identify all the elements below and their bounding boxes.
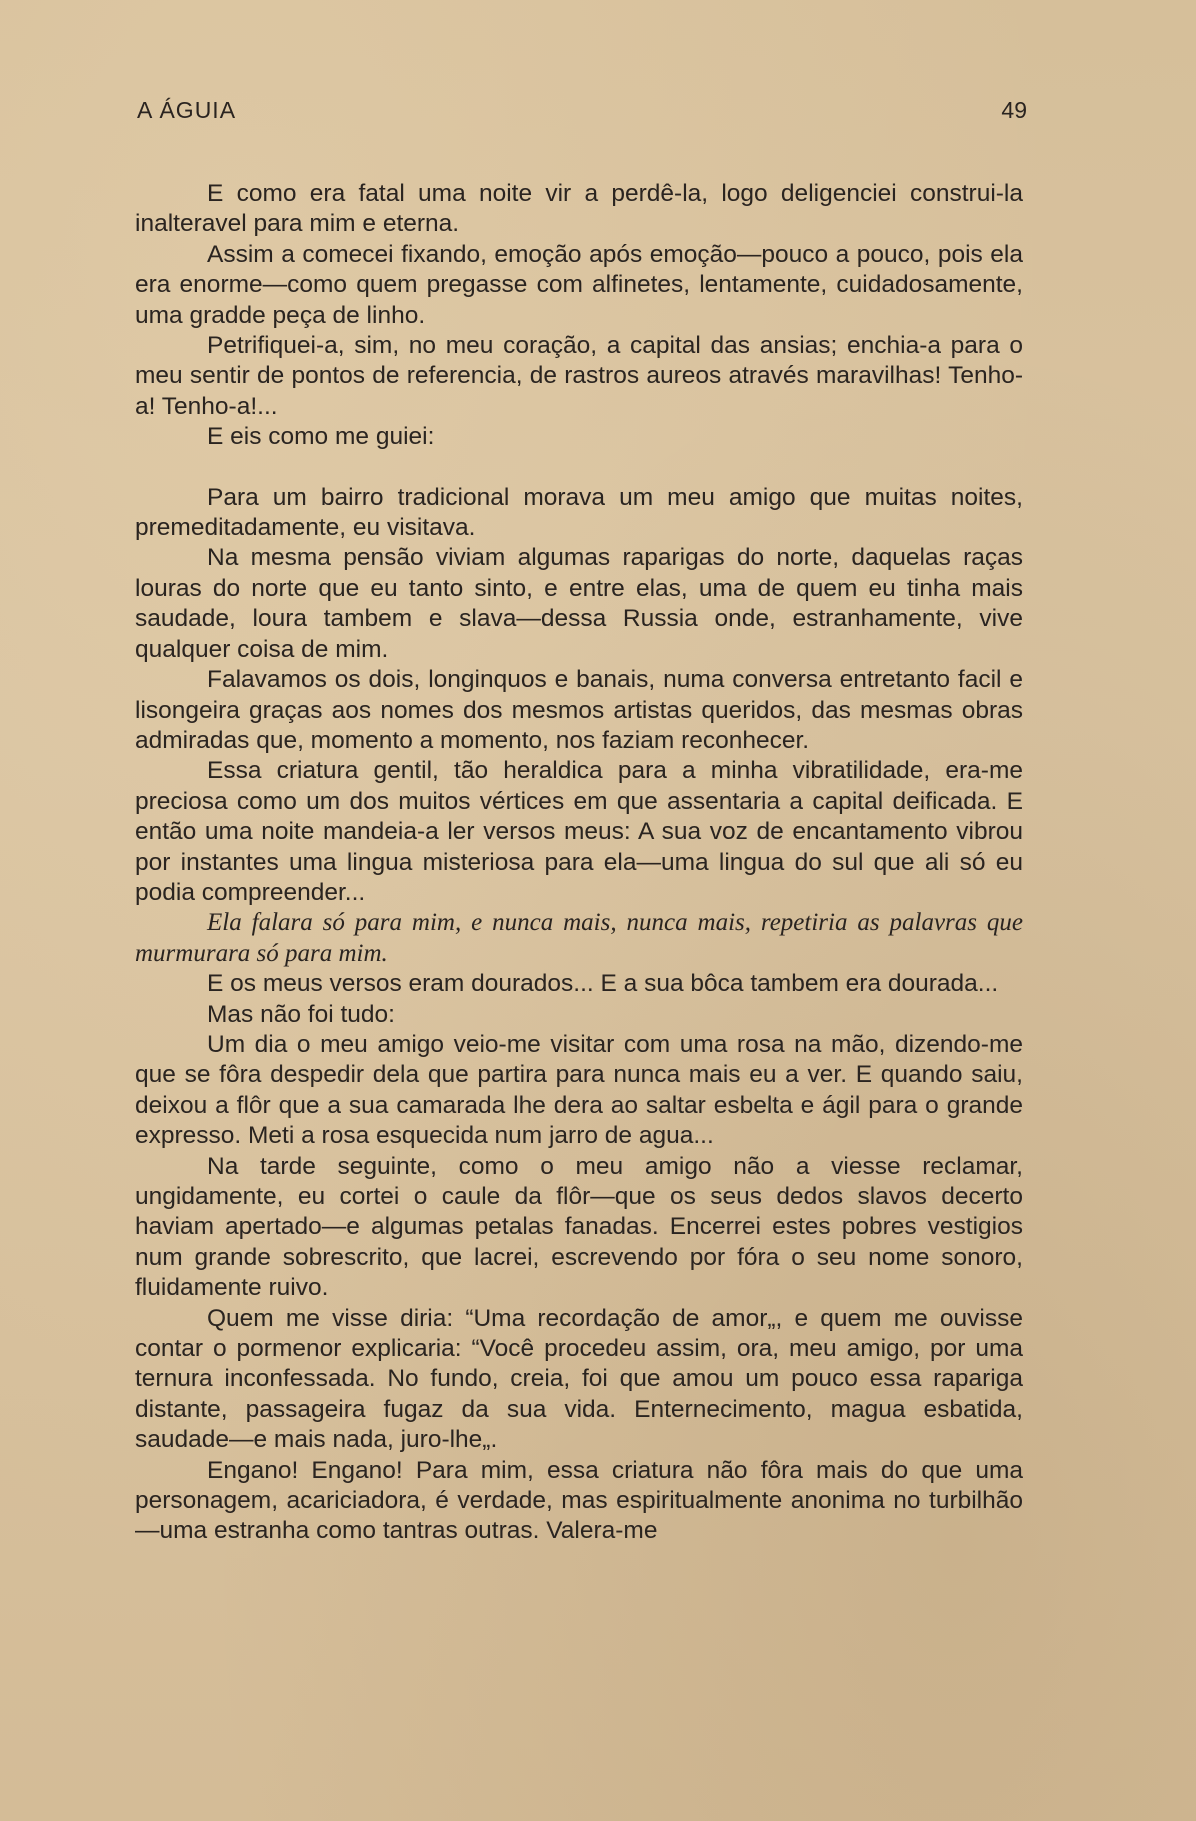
paragraph: Petrifiquei-a, sim, no meu coração, a capital das ansias; enchia-a para o meu sentir de pontos de referencia, de rastros aureos através maravilhas! Tenho-a! Tenho-a!...	[135, 332, 1023, 420]
paragraph: Essa criatura gentil, tão heraldica para a minha vibratilidade, era-me preciosa como um dos muitos vértices em que assentaria a capital deificada. E então uma noite mandeia-a ler versos meus: A sua voz de encantamento vibrou por instantes uma lingua misteriosa para ela—uma lingua do sul que ali só eu podia compreender...	[135, 757, 1023, 906]
paragraph: Na tarde seguinte, como o meu amigo não a viesse reclamar, ungidamente, eu cortei o caule da flôr—que os seus dedos slavos decerto haviam apertado—e algumas petalas fanadas. Encerrei estes pobres vestigios num grande sobrescrito, que lacrei, escrevendo por fóra o seu nome sonoro, fluidamente ruivo.	[135, 1152, 1023, 1302]
italic-paragraph: Ela falara só para mim, e nunca mais, nunca mais, repetiria as palavras que murmurara só para mim.	[135, 909, 1023, 967]
paragraph: E eis como me guiei:	[207, 423, 435, 451]
page-number: 49	[1001, 97, 1027, 123]
paragraph: Assim a comecei fixando, emoção após emoção—pouco a pouco, pois ela era enorme—como quem pregasse com alfinetes, lentamente, cuidadosamente, uma gradde peça de linho.	[135, 240, 1023, 329]
paragraph: E os meus versos eram dourados... E a sua bôca tambem era dourada...	[207, 970, 999, 998]
paragraph: Falavamos os dois, longinquos e banais, numa conversa entretanto facil e lisongeira graças aos nomes dos mesmos artistas queridos, das mesmas obras admiradas que, momento a momento, nos faziam reconhecer.	[135, 666, 1023, 754]
running-title: A ÁGUIA	[137, 97, 237, 123]
paragraph: Engano! Engano! Para mim, essa criatura não fôra mais do que uma personagem, acariciadora, é verdade, mas espiritualmente anonima no turbilhão—uma estranha como tantras outras. Valera-me	[135, 1456, 1023, 1545]
paragraph: E como era fatal uma noite vir a perdê-la, logo deligenciei construi-la inalteravel para mim e eterna.	[135, 180, 1023, 238]
page-header	[137, 97, 1027, 133]
paragraph: Para um bairro tradicional morava um meu amigo que muitas noites, premeditadamente, eu visitava.	[135, 483, 1023, 542]
paragraph: Na mesma pensão viviam algumas raparigas do norte, daquelas raças louras do norte que eu tanto sinto, e entre elas, uma de quem eu tinha mais saudade, loura tambem e slava—dessa Russia onde, estranhamente, vive qualquer coisa de mim.	[135, 544, 1023, 663]
paragraph: Um dia o meu amigo veio-me visitar com uma rosa na mão, dizendo-me que se fôra despedir dela que partira para nunca mais eu a ver. E quando saiu, deixou a flôr que a sua camarada lhe dera ao saltar esbelta e ágil para o grande expresso. Meti a rosa esquecida num jarro de agua...	[135, 1030, 1023, 1150]
paragraph: Quem me visse diria: “Uma recordação de amor„, e quem me ouvisse contar o pormenor explicaria: “Você procedeu assim, ora, meu amigo, por uma ternura inconfessada. No fundo, creia, foi que amou um pouco essa rapariga distante, passageira fugaz da sua vida. Enternecimento, magua esbatida, saudade—e mais nada, juro-lhe„.	[135, 1304, 1023, 1454]
body-text	[135, 179, 1023, 1547]
paragraph: Mas não foi tudo:	[207, 1000, 395, 1028]
